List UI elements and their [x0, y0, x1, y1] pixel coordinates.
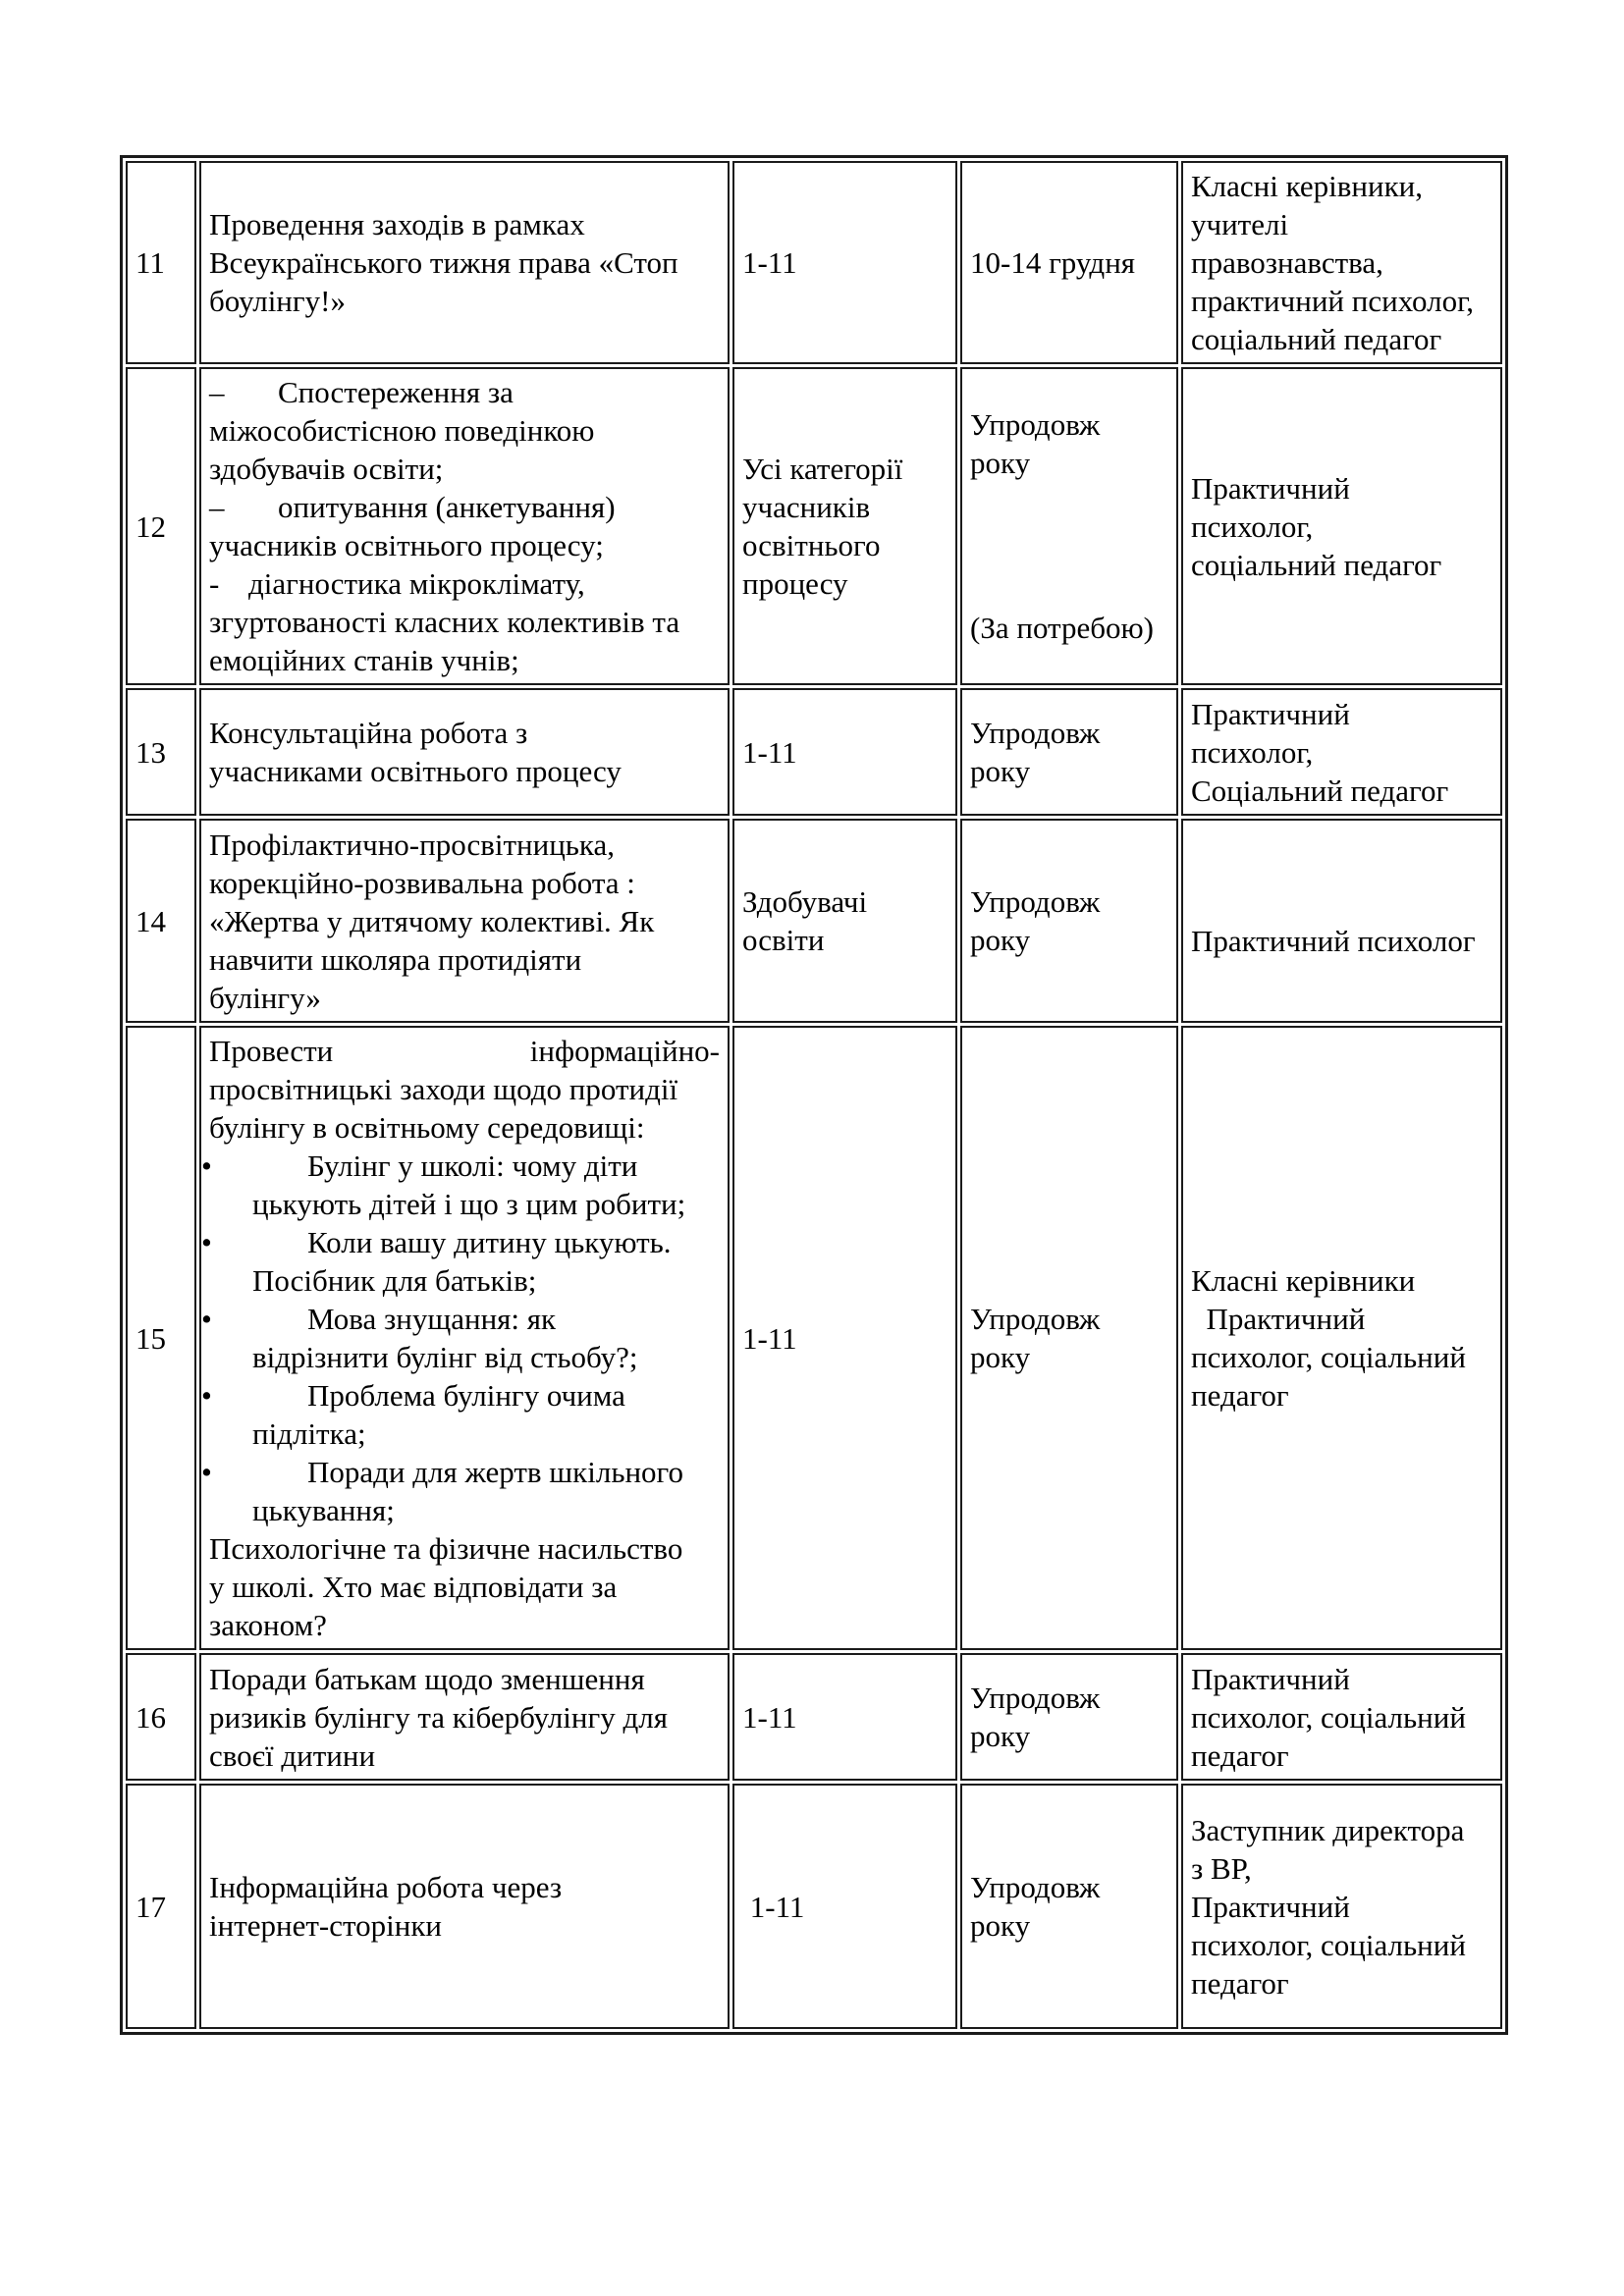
term-note: (За потребою) [970, 611, 1154, 645]
responsible-cell: Заступник директора з ВР, Практичний психолог, соціальний педагог [1181, 1784, 1502, 2029]
responsible-cell: Класні керівники Практичний психолог, соціальний педагог [1181, 1026, 1502, 1650]
activity-cell: Профілактично-просвітницька, корекційно-розвивальна робота : «Жертва у дитячому колективі. Як навчити школяра протидіяти булінгу» [199, 819, 730, 1023]
term-cell: Упродовж року [960, 1026, 1178, 1650]
term-cell: Упродовж року [960, 688, 1178, 816]
term-cell: Упродовж року [960, 1653, 1178, 1781]
list-item: • Поради для жертв шкільного цькування; [201, 1455, 683, 1527]
participants-cell: 1-11 [732, 1026, 957, 1650]
responsible-cell: Класні керівники, учителі правознавства, практичний психолог, соціальний педагог [1181, 161, 1502, 364]
responsible-cell: Практичний психолог, соціальний педагог [1181, 367, 1502, 685]
list-item: • Проблема булінгу очима підлітка; [201, 1378, 625, 1451]
participants-cell: 1-11 [732, 688, 957, 816]
activity-cell: – Спостереження за міжособистісною поведінкою здобувачів освіти; – опитування (анкетування) учасників освітнього процесу; - діагностика мікроклімату, згуртованості класних колективів та емоційних станів учнів; [199, 367, 730, 685]
table-row [126, 1653, 1502, 1781]
row-number: 16 [126, 1653, 196, 1781]
table-row [126, 1784, 1502, 2029]
activity-cell: Інформаційна робота через інтернет-сторінки [199, 1784, 730, 2029]
participants-cell: 1-11 [732, 1784, 957, 2029]
participants-cell: Усі категорії учасників освітнього процесу [732, 367, 957, 685]
participants-cell: Здобувачі освіти [732, 819, 957, 1023]
participants-cell: 1-11 [732, 1653, 957, 1781]
table-row [126, 161, 1502, 364]
responsible-cell: Практичний психолог, соціальний педагог [1181, 1653, 1502, 1781]
term-cell: Упродовж року [960, 1784, 1178, 2029]
term-cell: 10-14 грудня [960, 161, 1178, 364]
list-item: • Булінг у школі: чому діти цькують дітей і що з цим робити; [201, 1148, 686, 1221]
table-row [126, 819, 1502, 1023]
responsible-cell: Практичний психолог, Соціальний педагог [1181, 688, 1502, 816]
responsible-cell: Практичний психолог [1181, 819, 1502, 1023]
activity-cell: Проведення заходів в рамках Всеукраїнського тижня права «Стоп боулінгу!» [199, 161, 730, 364]
table-row [126, 1026, 1502, 1650]
term-cell: Упродовж року [960, 819, 1178, 1023]
list-item: • Мова знущання: як відрізнити булінг від стьобу?; [201, 1302, 638, 1374]
table-row [126, 367, 1502, 685]
activity-plan-table [120, 155, 1508, 2035]
row-number: 12 [126, 367, 196, 685]
term-cell: Упродовж року (За потребою) [960, 367, 1178, 685]
activity-cell: Консультаційна робота з учасниками освітнього процесу [199, 688, 730, 816]
row-number: 14 [126, 819, 196, 1023]
participants-cell: 1-11 [732, 161, 957, 364]
row-number: 17 [126, 1784, 196, 2029]
row-number: 11 [126, 161, 196, 364]
bullet-list [201, 1147, 720, 1529]
activity-cell: Провести інформаційно- просвітницькі заходи щодо протидії булінгу в освітньому середовищі: • Булінг у школі: чому діти цькують дітей і що з цим робити; • Коли вашу дитину цькують. Посібник для батьків; • Мова знущання: як відрізнити булінг від стьобу?; • Проблема булінгу очима підлітка; • Поради для жертв шкільного цькування; Психологічне та фізичне насильство у школі. Хто має відповідати за законом? [199, 1026, 730, 1650]
table-row [126, 688, 1502, 816]
list-item: • Коли вашу дитину цькують. Посібник для батьків; [201, 1225, 672, 1298]
activity-cell: Поради батькам щодо зменшення ризиків булінгу та кібербулінгу для своєї дитини [199, 1653, 730, 1781]
row-number: 13 [126, 688, 196, 816]
row-number: 15 [126, 1026, 196, 1650]
